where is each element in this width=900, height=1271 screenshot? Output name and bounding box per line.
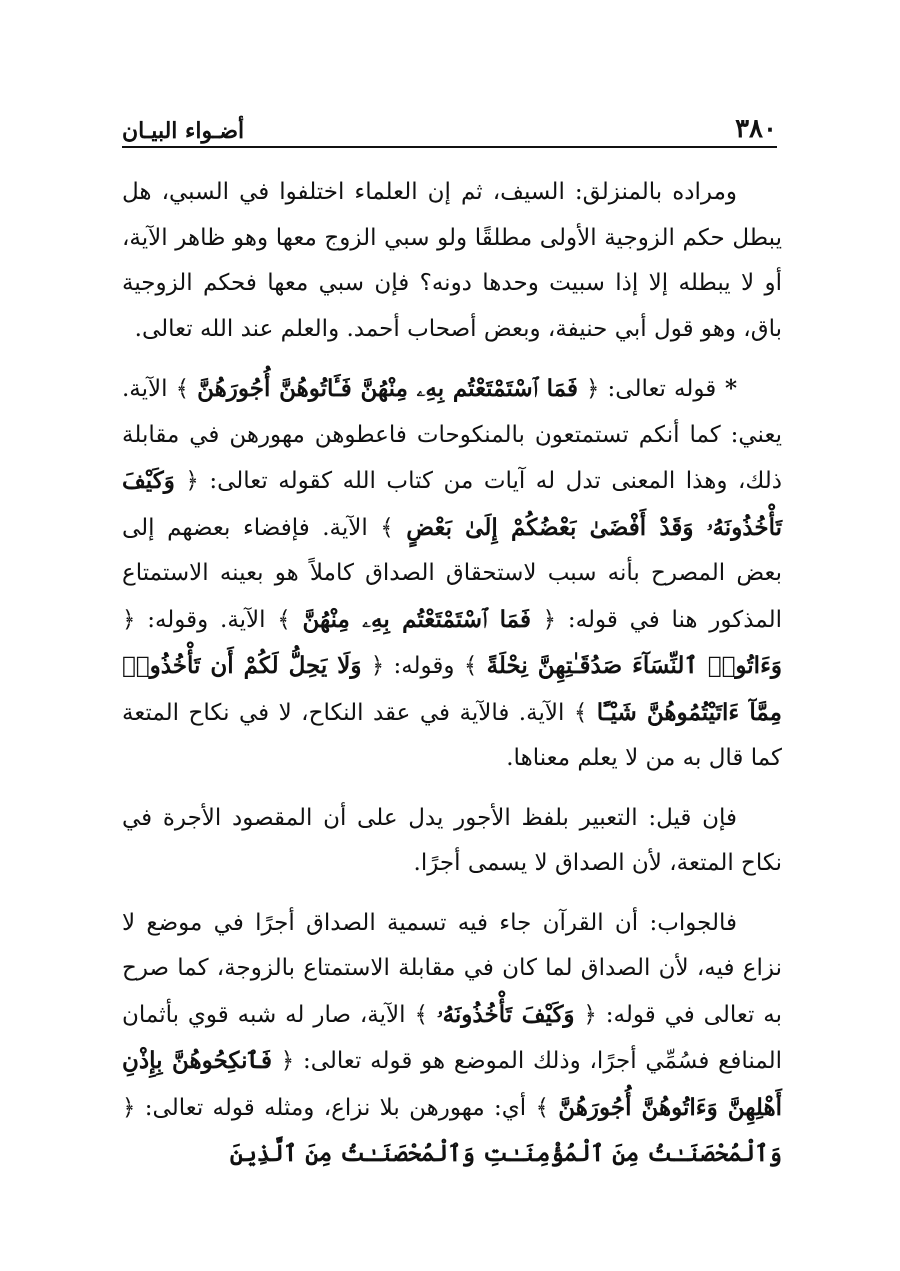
paragraph-text: وقوله:: [384, 653, 464, 679]
quran-verse: وَلَا يَحِلُّ لَكُمْ أَن تَأْخُذُوا۟ مِمَّآ ءَاتَيْتُمُوهُنَّ شَيْـًٔا: [122, 652, 782, 726]
quran-verse: فَٱنكِحُوهُنَّ بِإِذْنِ أَهْلِهِنَّ وَءَاتُوهُنَّ أُجُورَهُنَّ: [122, 1047, 782, 1121]
paragraph-text: الآية، صار له شبه قوي بأثمان المنافع فسُمِّي أجرًا، وذلك الموضع هو قوله تعالى:: [122, 1001, 782, 1074]
paragraph-text: فالجواب: أن القرآن جاء فيه تسمية الصداق أجرًا في موضع لا نزاع فيه، لأن الصداق لما كان في مقابلة الاستمتاع بالزوجة، كما صرح به تعالى في قوله:: [122, 909, 782, 1028]
quran-verse: فَمَا ٱسْتَمْتَعْتُم بِهِۦ مِنْهُنَّ فَـَٔاتُوهُنَّ أُجُورَهُنَّ: [197, 375, 578, 402]
verse-close-bracket: ﴾: [463, 653, 487, 679]
verse-open-bracket: ﴿: [361, 653, 385, 679]
paragraph-text: الآية. فإفضاء بعضهم إلى بعض المصرح بأنه سبب لاستحقاق الصداق كاملاً هو بعينه الاستمتاع المذكور هنا في قوله:: [122, 514, 782, 633]
paragraph-answer: [122, 901, 782, 1178]
paragraph-text: الآية. يعني: كما أنكم تستمتعون بالمنكوحات فاعطوهن مهورهن في مقابلة ذلك، وهذا المعنى تدل له آيات من كتاب الله كقوله تعالى:: [122, 376, 783, 494]
paragraph-text: الآية. وقوله:: [135, 606, 278, 633]
paragraph-objection: [122, 796, 782, 887]
verse-close-bracket: ﴾: [175, 376, 198, 402]
page-header: [122, 108, 777, 148]
verse-open-bracket: ﴿: [122, 1094, 136, 1121]
quran-verse: فَمَا ٱسْتَمْتَعْتُم بِهِۦ مِنْهُنَّ: [302, 605, 531, 633]
paragraph-text: أي: مهورهن بلا نزاع، ومثله قوله تعالى:: [135, 1094, 536, 1121]
paragraph-text: فإن قيل: التعبير بلفظ الأجور يدل على أن المقصود الأجرة في نكاح المتعة، لأن الصداق لا يسمى أجرًا.: [122, 804, 782, 876]
quran-verse: وَءَاتُوا۟ ٱلنِّسَآءَ صَدُقَـٰتِهِنَّ نِحْلَةً: [486, 652, 782, 679]
book-title: أضـواء البيـان: [122, 118, 245, 144]
section-marker: *: [716, 375, 738, 402]
verse-close-bracket: ﴾: [414, 1001, 437, 1028]
verse-close-bracket: ﴾: [535, 1094, 559, 1121]
verse-open-bracket: ﴿: [271, 1048, 295, 1074]
verse-open-bracket: ﴿: [174, 468, 199, 494]
quran-verse: وَكَيْفَ تَأْخُذُونَهُۥ: [436, 1000, 575, 1028]
paragraph-sabi: [122, 170, 782, 352]
paragraph-verse-istimta: [122, 366, 782, 782]
verse-close-bracket: ﴾: [573, 699, 597, 726]
verse-close-bracket: ﴾: [380, 514, 407, 541]
quran-verse: وَكَيْفَ تَأْخُذُونَهُۥ وَقَدْ أَفْضَىٰ بَعْضُكُمْ إِلَىٰ بَعْضٍ: [122, 467, 782, 541]
verse-open-bracket: ﴿: [530, 606, 557, 633]
paragraph-text: ومراده بالمنزلق: السيف، ثم إن العلماء اختلفوا في السبي، هل يبطل حكم الزوجية الأولى مطلقًا ولو سبي الزوج معها وهو ظاهر الآية، أو لا يبطله إلا إذا سبيت وحدها دونه؟ فإن سبي معها فحكم الزوجية باق، وهو قول أبي حنيفة، وبعض أصحاب أحمد. والعلم عند الله تعالى.: [122, 179, 782, 342]
verse-open-bracket: ﴿: [574, 1001, 597, 1028]
verse-close-bracket: ﴾: [277, 606, 303, 633]
quran-verse: وَٱلْمُحْصَنَـٰتُ مِنَ ٱلْمُؤْمِنَـٰتِ وَٱلْمُحْصَنَـٰتُ مِنَ ٱلَّذِينَ: [229, 1140, 782, 1167]
body-text: [122, 170, 782, 1192]
verse-open-bracket: ﴿: [122, 606, 136, 633]
paragraph-text: الآية. فالآية في عقد النكاح، لا في نكاح المتعة كما قال به من لا يعلم معناها.: [122, 699, 782, 771]
page-number: ٣٨٠: [735, 114, 777, 144]
verse-open-bracket: ﴿: [577, 376, 600, 402]
paragraph-text: قوله تعالى:: [599, 376, 717, 402]
